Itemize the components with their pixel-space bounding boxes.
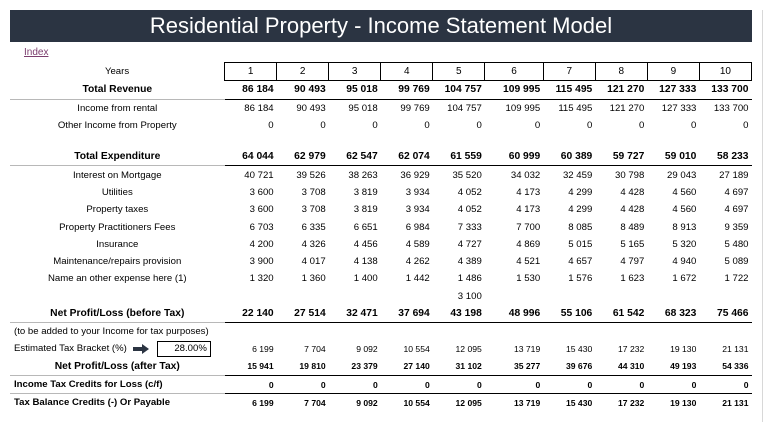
income-statement-table (10, 62, 752, 412)
value-cell[interactable]: 15 430 (565, 397, 593, 408)
value-cell[interactable]: 4 173 (516, 204, 541, 216)
page-title: Residential Property - Income Statement Model (10, 10, 752, 42)
year-cell[interactable]: 5 (433, 63, 485, 81)
value-cell[interactable]: 4 138 (353, 256, 378, 268)
value-cell[interactable]: 61 542 (595, 305, 647, 323)
value-cell[interactable]: 1 320 (249, 273, 274, 285)
value-cell[interactable]: 7 333 (457, 221, 482, 233)
year-cell[interactable]: 6 (485, 63, 543, 81)
table-row-maintenance (10, 253, 752, 270)
value-cell[interactable]: 1 400 (353, 273, 378, 285)
year-cell[interactable]: 3 (329, 63, 381, 81)
value-cell[interactable] (225, 288, 277, 305)
value-cell[interactable]: 30 798 (614, 169, 645, 181)
value-cell[interactable]: 0 (647, 376, 699, 394)
value-cell[interactable] (277, 288, 329, 305)
value-cell[interactable]: 4 697 (724, 186, 749, 198)
value-cell[interactable]: 4 428 (620, 186, 645, 198)
value-cell[interactable]: 99 769 (381, 81, 433, 99)
value-cell[interactable]: 64 044 (225, 148, 277, 166)
value-cell[interactable]: 121 270 (595, 81, 647, 99)
value-cell[interactable]: 54 336 (699, 358, 751, 376)
value-cell[interactable]: 6 199 (252, 344, 274, 355)
value-cell[interactable]: 5 165 (620, 238, 645, 250)
table-row-tax-bracket (10, 340, 752, 357)
value-cell[interactable]: 0 (595, 376, 647, 394)
table-row-extra (10, 288, 752, 305)
value-cell[interactable] (699, 288, 751, 305)
tax-note: (to be added to your Income for tax purposes) (14, 326, 209, 338)
value-cell[interactable]: 43 198 (433, 305, 485, 323)
year-cell[interactable]: 10 (699, 63, 751, 81)
value-cell[interactable]: 17 232 (618, 344, 645, 355)
value-cell[interactable]: 3 934 (405, 186, 430, 198)
value-cell[interactable]: 4 697 (724, 204, 749, 216)
value-cell[interactable]: 121 270 (609, 102, 645, 114)
value-cell[interactable] (647, 288, 699, 305)
value-cell[interactable]: 127 333 (661, 102, 697, 114)
row-label: Net Profit/Loss (after Tax) (10, 358, 225, 376)
row-label: Income Tax Credits for Loss (c/f) (10, 376, 225, 394)
value-cell[interactable]: 59 727 (595, 148, 647, 166)
sheet-gridline (762, 10, 763, 422)
value-cell[interactable] (329, 288, 381, 305)
row-label: Tax Balance Credits (-) Or Payable (14, 397, 171, 409)
value-cell[interactable]: 8 085 (568, 221, 593, 233)
value-cell[interactable]: 6 703 (249, 221, 274, 233)
tax-bracket-cell (10, 340, 225, 357)
value-cell[interactable]: 10 554 (403, 344, 430, 355)
value-cell[interactable]: 62 547 (329, 148, 381, 166)
value-cell[interactable]: 5 015 (568, 238, 593, 250)
value-cell[interactable]: 133 700 (713, 102, 749, 114)
row-label: Other Income from Property (57, 120, 177, 132)
value-cell[interactable]: 5 480 (724, 238, 749, 250)
value-cell[interactable]: 8 489 (620, 221, 645, 233)
value-cell[interactable]: 4 727 (457, 238, 482, 250)
value-cell[interactable]: 9 092 (356, 397, 378, 408)
value-cell[interactable]: 0 (534, 120, 541, 132)
table-row-tax-balance (10, 394, 752, 412)
table-row-property-taxes (10, 201, 752, 218)
row-label: Name an other expense here (1) (47, 273, 187, 285)
value-cell[interactable]: 4 940 (672, 256, 697, 268)
value-cell[interactable]: 68 323 (647, 305, 699, 323)
value-cell[interactable]: 4 200 (249, 238, 274, 250)
value-cell[interactable]: 4 428 (620, 204, 645, 216)
value-cell[interactable]: 27 189 (719, 169, 749, 181)
table-row-interest (10, 166, 752, 184)
table-row-total-expenditure (10, 148, 752, 166)
value-cell[interactable]: 23 379 (329, 358, 381, 376)
value-cell[interactable]: 75 466 (699, 305, 751, 323)
value-cell[interactable]: 1 672 (672, 273, 697, 285)
table-row-tax-credits (10, 376, 752, 394)
value-cell[interactable]: 3 600 (249, 204, 274, 216)
table-row-net-after (10, 358, 752, 376)
value-cell[interactable]: 6 335 (301, 221, 326, 233)
year-cell[interactable]: 4 (381, 63, 433, 81)
value-cell[interactable]: 27 514 (277, 305, 329, 323)
value-cell[interactable]: 4 560 (672, 186, 697, 198)
value-cell[interactable]: 39 676 (543, 358, 595, 376)
value-cell[interactable]: 90 493 (277, 81, 329, 99)
value-cell[interactable]: 4 052 (457, 204, 482, 216)
value-cell[interactable]: 7 704 (304, 397, 326, 408)
value-cell[interactable]: 0 (476, 120, 482, 132)
table-row-other-income (10, 117, 752, 134)
table-row-other-expense (10, 270, 752, 287)
value-cell[interactable]: 29 043 (667, 169, 697, 181)
value-cell[interactable]: 99 769 (400, 102, 430, 114)
value-cell[interactable]: 109 995 (505, 102, 541, 114)
value-cell[interactable]: 19 810 (277, 358, 329, 376)
value-cell[interactable]: 0 (485, 376, 543, 394)
value-cell[interactable]: 49 193 (647, 358, 699, 376)
value-cell[interactable]: 32 459 (562, 169, 593, 181)
value-cell[interactable]: 3 708 (301, 204, 326, 216)
value-cell[interactable]: 62 074 (381, 148, 433, 166)
value-cell[interactable]: 59 010 (647, 148, 699, 166)
value-cell[interactable]: 115 495 (558, 102, 593, 114)
value-cell[interactable]: 115 495 (543, 81, 595, 99)
row-label: Net Profit/Loss (before Tax) (10, 305, 225, 323)
value-cell[interactable]: 34 032 (510, 169, 541, 181)
value-cell[interactable]: 4 326 (301, 238, 326, 250)
value-cell[interactable]: 7 704 (304, 344, 326, 355)
value-cell[interactable]: 4 017 (301, 256, 326, 268)
value-cell[interactable]: 127 333 (647, 81, 699, 99)
table-row-practitioners (10, 218, 752, 235)
value-cell[interactable]: 21 131 (722, 397, 749, 408)
value-cell[interactable]: 15 941 (225, 358, 277, 376)
value-cell[interactable]: 35 277 (485, 358, 543, 376)
value-cell[interactable]: 3 600 (249, 186, 274, 198)
year-cell[interactable]: 7 (543, 63, 595, 81)
value-cell[interactable] (543, 288, 595, 305)
value-cell[interactable]: 0 (699, 376, 751, 394)
value-cell[interactable]: 7 700 (516, 221, 541, 233)
value-cell[interactable]: 4 560 (672, 204, 697, 216)
value-cell[interactable]: 4 521 (516, 256, 541, 268)
value-cell[interactable]: 1 722 (724, 273, 749, 285)
table-row-income-rental (10, 99, 752, 117)
row-label (10, 288, 225, 305)
row-label: Property Practitioners Fees (59, 221, 176, 233)
table-row-net-before (10, 305, 752, 323)
income-statement-sheet (10, 62, 752, 412)
row-label: Insurance (96, 238, 139, 250)
years-label: Years (104, 66, 130, 78)
value-cell[interactable]: 0 (329, 376, 381, 394)
value-cell[interactable]: 9 359 (724, 221, 749, 233)
value-cell[interactable]: 4 389 (457, 256, 482, 268)
value-cell[interactable]: 60 999 (485, 148, 543, 166)
value-cell[interactable]: 17 232 (618, 397, 645, 408)
value-cell[interactable]: 60 389 (543, 148, 595, 166)
row-label: Utilities (101, 186, 133, 198)
value-cell[interactable]: 3 819 (353, 186, 378, 198)
value-cell[interactable]: 0 (424, 120, 430, 132)
value-cell[interactable]: 27 140 (381, 358, 433, 376)
row-label: Income from rental (77, 102, 158, 114)
value-cell[interactable]: 21 131 (722, 344, 749, 355)
value-cell[interactable]: 13 719 (513, 344, 541, 355)
row-label: Maintenance/repairs provision (53, 256, 182, 268)
value-cell[interactable]: 1 360 (301, 273, 326, 285)
row-label: Total Revenue (10, 81, 225, 99)
value-cell[interactable]: 90 493 (296, 102, 326, 114)
value-cell[interactable]: 62 979 (277, 148, 329, 166)
value-cell[interactable]: 4 456 (353, 238, 378, 250)
value-cell[interactable]: 0 (691, 120, 697, 132)
value-cell[interactable]: 0 (586, 120, 593, 132)
value-cell[interactable]: 31 102 (433, 358, 485, 376)
value-cell[interactable]: 109 995 (485, 81, 543, 99)
year-cell[interactable]: 9 (647, 63, 699, 81)
value-cell[interactable]: 3 934 (405, 204, 430, 216)
value-cell[interactable]: 0 (433, 376, 485, 394)
value-cell[interactable]: 0 (743, 120, 749, 132)
value-cell[interactable]: 133 700 (699, 81, 751, 99)
value-cell[interactable]: 0 (372, 120, 378, 132)
value-cell[interactable]: 58 233 (699, 148, 751, 166)
value-cell[interactable]: 5 320 (672, 238, 697, 250)
table-row-utilities (10, 184, 752, 201)
value-cell[interactable]: 0 (320, 120, 326, 132)
value-cell[interactable]: 35 520 (452, 169, 482, 181)
value-cell[interactable]: 39 526 (296, 169, 326, 181)
value-cell[interactable]: 36 929 (400, 169, 430, 181)
value-cell[interactable]: 4 589 (405, 238, 430, 250)
value-cell[interactable]: 12 095 (455, 397, 482, 408)
value-cell[interactable]: 0 (225, 376, 277, 394)
value-cell[interactable]: 5 089 (724, 256, 749, 268)
value-cell[interactable]: 15 430 (565, 344, 593, 355)
value-cell[interactable]: 1 442 (405, 273, 430, 285)
value-cell[interactable]: 38 263 (348, 169, 378, 181)
table-row-total-revenue (10, 81, 752, 99)
year-cell[interactable]: 8 (595, 63, 647, 81)
arrow-right-icon (133, 344, 149, 354)
value-cell[interactable] (595, 288, 647, 305)
value-cell[interactable]: 3 819 (353, 204, 378, 216)
value-cell[interactable]: 1 576 (568, 273, 593, 285)
value-cell[interactable]: 4 262 (405, 256, 430, 268)
value-cell[interactable]: 4 299 (568, 186, 593, 198)
row-label: Estimated Tax Bracket (%) (14, 343, 127, 355)
years-row (10, 63, 752, 81)
value-cell[interactable]: 9 092 (356, 344, 378, 355)
value-cell[interactable]: 95 018 (348, 102, 378, 114)
row-label: Interest on Mortgage (73, 169, 162, 181)
value-cell[interactable]: 86 184 (244, 102, 274, 114)
value-cell[interactable]: 4 657 (568, 256, 593, 268)
value-cell[interactable]: 95 018 (329, 81, 381, 99)
table-body (10, 63, 752, 412)
value-cell[interactable]: 104 757 (447, 102, 482, 114)
value-cell[interactable]: 10 554 (403, 397, 430, 408)
value-cell[interactable]: 13 719 (513, 397, 541, 408)
value-cell[interactable]: 32 471 (329, 305, 381, 323)
value-cell[interactable]: 44 310 (595, 358, 647, 376)
value-cell[interactable]: 3 708 (301, 186, 326, 198)
index-link[interactable]: Index (24, 47, 49, 58)
value-cell[interactable] (381, 288, 433, 305)
value-cell[interactable]: 55 106 (543, 305, 595, 323)
value-cell[interactable]: 86 184 (225, 81, 277, 99)
value-cell[interactable]: 0 (277, 376, 329, 394)
value-cell[interactable]: 4 173 (516, 186, 541, 198)
value-cell[interactable]: 37 694 (381, 305, 433, 323)
value-cell[interactable]: 48 996 (485, 305, 543, 323)
value-cell[interactable]: 12 095 (455, 344, 482, 355)
value-cell[interactable] (485, 288, 543, 305)
value-cell[interactable]: 6 651 (353, 221, 378, 233)
value-cell[interactable]: 19 130 (670, 344, 697, 355)
value-cell[interactable]: 104 757 (433, 81, 485, 99)
value-cell[interactable]: 19 130 (670, 397, 697, 408)
value-cell[interactable]: 0 (543, 376, 595, 394)
value-cell[interactable]: 3 100 (457, 290, 482, 302)
value-cell[interactable]: 8 913 (672, 221, 697, 233)
tax-note-row (10, 323, 752, 341)
value-cell[interactable]: 4 797 (620, 256, 645, 268)
row-label: Property taxes (86, 204, 149, 216)
value-cell[interactable]: 6 199 (252, 397, 274, 408)
value-cell[interactable]: 0 (638, 120, 645, 132)
value-cell[interactable]: 4 052 (457, 186, 482, 198)
row-label: Total Expenditure (10, 148, 225, 166)
year-cell[interactable]: 2 (277, 63, 329, 81)
value-cell[interactable]: 0 (381, 376, 433, 394)
value-cell[interactable]: 1 623 (620, 273, 645, 285)
tax-bracket-input[interactable]: 28.00% (157, 341, 211, 357)
value-cell[interactable]: 61 559 (433, 148, 485, 166)
value-cell[interactable]: 4 869 (516, 238, 541, 250)
value-cell[interactable]: 6 984 (405, 221, 430, 233)
value-cell[interactable]: 40 721 (244, 169, 274, 181)
value-cell[interactable]: 0 (268, 120, 274, 132)
value-cell[interactable]: 3 900 (249, 256, 274, 268)
value-cell[interactable]: 1 530 (516, 273, 541, 285)
value-cell[interactable]: 22 140 (225, 305, 277, 323)
spacer-row (10, 134, 752, 148)
table-row-insurance (10, 236, 752, 253)
value-cell[interactable]: 1 486 (457, 273, 482, 285)
year-cell[interactable]: 1 (225, 63, 277, 81)
value-cell[interactable]: 4 299 (568, 204, 593, 216)
